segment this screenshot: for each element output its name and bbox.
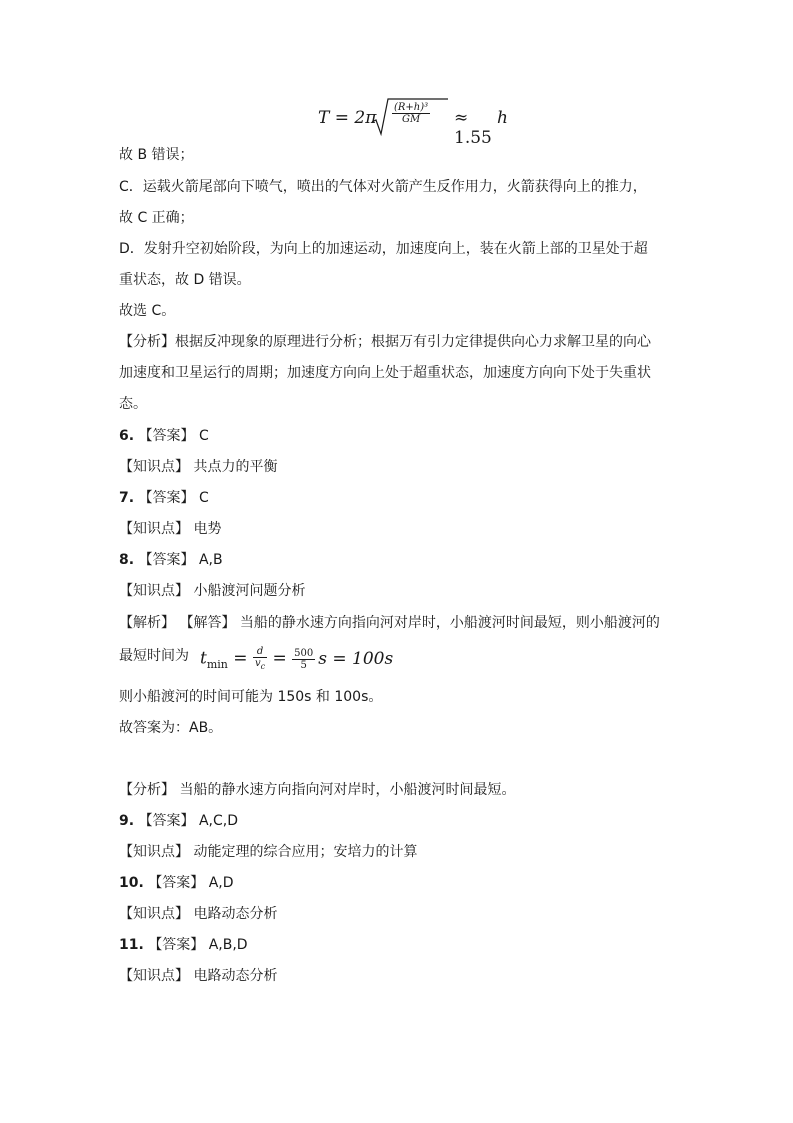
answer-text: 【答案】 A,D (148, 875, 234, 891)
formula-rhs: ≈ 1.55 (454, 108, 492, 148)
question-number: 10. (119, 875, 144, 891)
answer-row (119, 550, 223, 570)
analysis-line: 【分析】 当船的静水速方向指向河对岸时，小船渡河时间最短。 (119, 782, 516, 798)
fraction-d-v (253, 646, 267, 672)
solution-line: 最短时间为 (119, 648, 189, 664)
question-number: 11. (119, 937, 144, 953)
fraction-numerator: 500 (294, 647, 314, 659)
knowledge-point: 【知识点】 动能定理的综合应用；安培力的计算 (119, 844, 418, 860)
fraction-500-5 (292, 648, 315, 671)
knowledge-point: 【知识点】 电势 (119, 521, 222, 537)
period-formula (318, 96, 508, 148)
knowledge-point: 【知识点】 小船渡河问题分析 (119, 583, 306, 599)
text-line: D．发射升空初始阶段，为向上的加速运动，加速度向上，装在火箭上部的卫星处于超 (119, 241, 648, 257)
answer-text: 【答案】 C (138, 490, 209, 506)
text-line: C．运载火箭尾部向下喷气，喷出的气体对火箭产生反作用力，火箭获得向上的推力， (119, 179, 647, 195)
question-number: 6. (119, 428, 135, 444)
text-line: 故选 C。 (119, 303, 176, 319)
solution-line: 【解析】 【解答】 当船的静水速方向指向河对岸时，小船渡河时间最短，则小船渡河的 (119, 615, 660, 631)
text-line: 重状态，故 D 错误。 (119, 272, 251, 288)
analysis-line: 态。 (119, 396, 147, 412)
formula-sub: min (206, 657, 228, 671)
min-time-formula (200, 646, 393, 672)
analysis-line: 加速度和卫星运行的周期；加速度方向向上处于超重状态，加速度方向向下处于失重状 (119, 365, 651, 381)
knowledge-point: 【知识点】 共点力的平衡 (119, 459, 278, 475)
answer-row (119, 488, 209, 508)
solution-line: 则小船渡河的时间可能为 150s 和 100s。 (119, 689, 383, 705)
answer-row (119, 935, 248, 955)
formula-tail: s = 100s (318, 648, 394, 669)
solution-line: 故答案为：AB。 (119, 720, 223, 736)
question-number: 9. (119, 813, 135, 829)
fraction-numerator: d (253, 646, 267, 658)
text-line: 故 C 正确； (119, 210, 194, 226)
text-line: 故 B 错误； (119, 147, 194, 163)
answer-text: 【答案】 A,C,D (138, 813, 238, 829)
sqrt-fraction (392, 102, 430, 125)
question-number: 7. (119, 490, 135, 506)
fraction-denominator: v (254, 658, 261, 669)
knowledge-point: 【知识点】 电路动态分析 (119, 968, 278, 984)
answer-text: 【答案】 A,B (138, 552, 223, 568)
answer-text: 【答案】 C (138, 428, 209, 444)
fraction-denominator: 5 (300, 659, 307, 671)
answer-row (119, 873, 234, 893)
answer-row (119, 426, 209, 446)
formula-eq: = (267, 648, 293, 669)
fraction-denominator: GM (401, 114, 421, 125)
answer-row (119, 811, 238, 831)
knowledge-point: 【知识点】 电路动态分析 (119, 906, 278, 922)
formula-t: t (200, 648, 207, 669)
formula-lhs: T = 2π (318, 108, 377, 128)
formula-unit: h (497, 108, 508, 128)
fraction-numerator: (R+h)³ (394, 102, 429, 113)
fraction-den-sub: c (260, 662, 266, 671)
answer-text: 【答案】 A,B,D (148, 937, 248, 953)
question-number: 8. (119, 552, 135, 568)
formula-eq: = (227, 648, 253, 669)
analysis-line: 【分析】根据反冲现象的原理进行分析；根据万有引力定律提供向心力求解卫星的向心 (119, 334, 651, 350)
